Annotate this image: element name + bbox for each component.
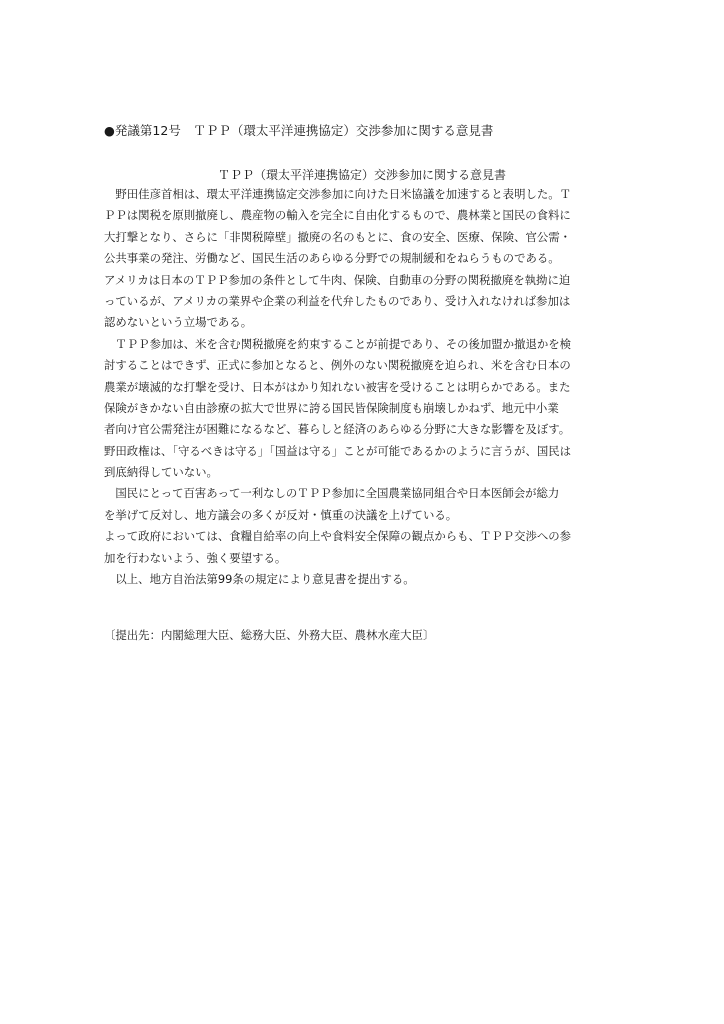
body-line: 討することはできず、正式に参加となると、例外のない関税撤廃を迫られ、米を含む日本の [104,358,571,373]
document-header: ●発議第12号 ＴＰＰ（環太平洋連携協定）交渉参加に関する意見書 [104,123,494,138]
body-line: 到底納得していない。 [104,465,218,480]
document-body [104,184,624,590]
body-line: 保険がきかない自由診療の拡大で世界に誇る国民皆保険制度も崩壊しかねず、地元中小業 [104,400,559,415]
body-line: よって政府においては、食糧自給率の向上や食料安全保障の観点からも、ＴＰＰ交渉への参 [104,529,572,544]
document-title: ＴＰＰ（環太平洋連携協定）交渉参加に関する意見書 [217,168,506,182]
body-line: 認めないという立場である。 [104,315,253,330]
body-line: っているが、アメリカの業界や企業の利益を代弁したものであり、受け入れなければ参加は [104,293,571,308]
body-line: ＰＰは関税を原則撤廃し、農産物の輸入を完全に自由化するもので、農林業と国民の食料に [104,208,571,223]
body-line: 野田政権は、「守るべきは守る」「国益は守る」ことが可能であるかのように言うが、国民は [104,443,572,458]
body-line: を挙げて反対し、地方議会の多くが反対・慎重の決議を上げている。 [104,507,458,522]
body-line: 国民にとって百害あって一利なしのＴＰＰ参加に全国農業協同組合や日本医師会が総力 [104,486,560,501]
recipients-note: 〔提出先：内閣総理大臣、総務大臣、外務大臣、農林水産大臣〕 [104,628,435,642]
body-line: 以上、地方自治法第99条の規定により意見書を提出する。 [104,572,415,587]
body-line: 大打撃となり、さらに「非関税障壁」撤廃の名のもとに、食の安全、医療、保険、官公需・ [104,229,572,244]
body-line: ＴＰＰ参加は、米を含む関税撤廃を約束することが前提であり、その後加盟か撤退かを検 [104,336,572,351]
body-line: 農業が壊滅的な打撃を受け、日本がはかり知れない被害を受けることは明らかである。また [104,379,571,394]
body-line: 加を行わないよう、強く要望する。 [104,550,287,565]
body-line: 者向け官公需発注が困難になるなど、暮らしと経済のあらゆる分野に大きな影響を及ぼす。 [104,422,571,437]
body-line: アメリカは日本のＴＰＰ参加の条件として牛肉、保険、自動車の分野の関税撤廃を執拗に迫 [104,272,571,287]
body-line: 公共事業の発注、労働など、国民生活のあらゆる分野での規制緩和をねらうものである。 [104,251,560,266]
body-line: 野田佳彦首相は、環太平洋連携協定交渉参加に向けた日米協議を加速すると表明した。Ｔ [104,187,572,201]
